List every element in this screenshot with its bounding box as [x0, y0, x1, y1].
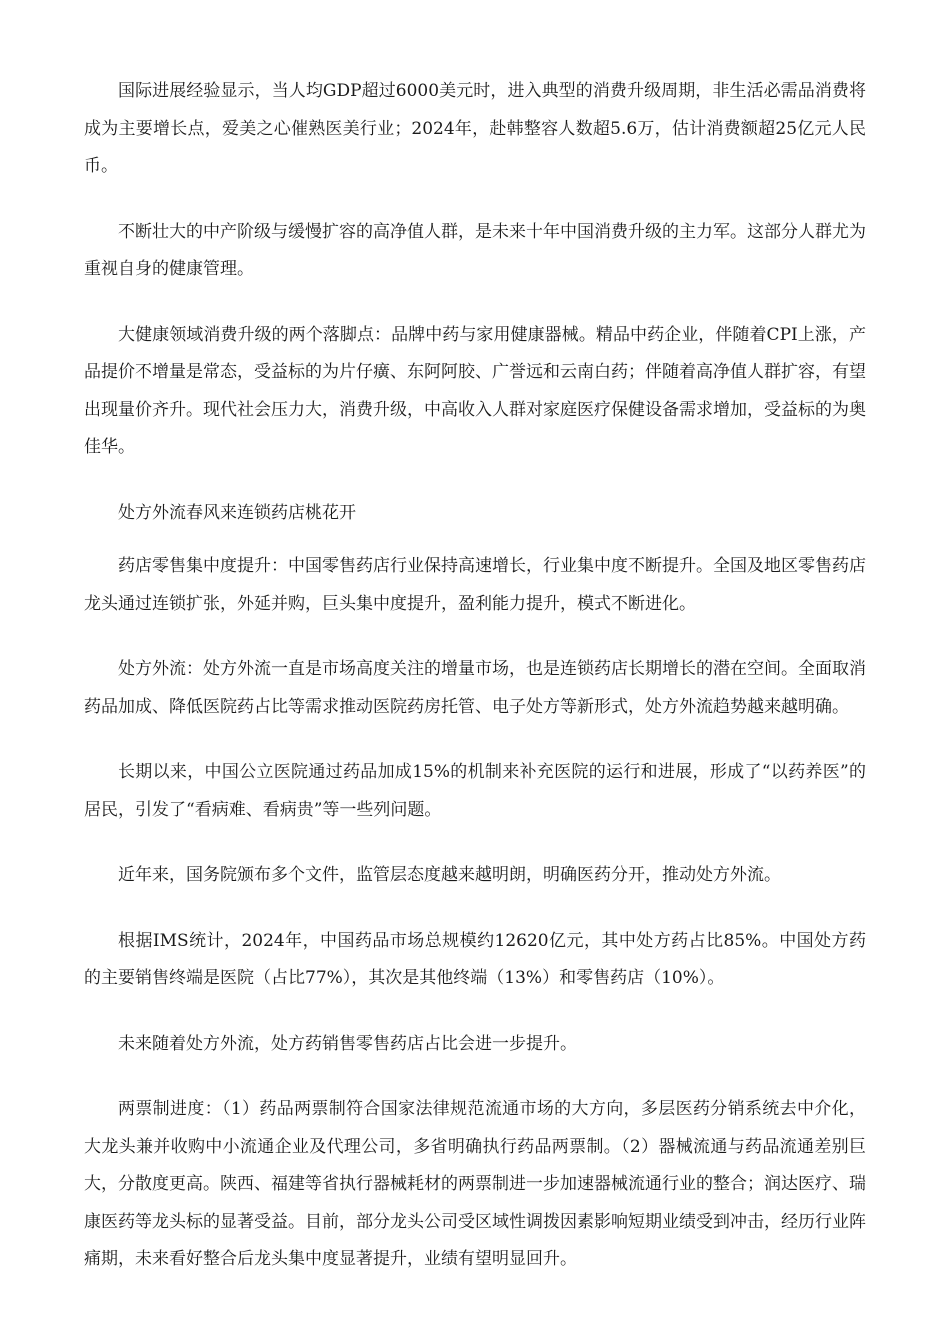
paragraph-drug-markup: 长期以来，中国公立医院通过药品加成15%的机制来补充医院的运行和进展，形成了“以药养医”的居民，引发了“看病难、看病贵”等一些列问题。 [84, 762, 866, 820]
paragraph-consumption-upgrade-cycle: 国际进展经验显示，当人均GDP超过6000美元时，进入典型的消费升级周期，非生活必需品消费将成为主要增长点，爱美之心催熟医美行业；2024年，赴韩整容人数超5.6万，估计消费额超25亿元人民币。 [84, 81, 866, 176]
paragraph-prescription-outflow: 处方外流：处方外流一直是市场高度关注的增量市场，也是连锁药店长期增长的潜在空间。全面取消药品加成、降低医院药占比等需求推动医院药房托管、电子处方等新形式，处方外流趋势越来越明确。 [84, 659, 866, 717]
paragraph-ims-statistics: 根据IMS统计，2024年，中国药品市场总规模约12620亿元，其中处方药占比85%。中国处方药的主要销售终端是医院（占比77%），其次是其他终端（13%）和零售药店（10%）。 [84, 930, 866, 988]
paragraph-pharmacy-concentration: 药店零售集中度提升：中国零售药店行业保持高速增长，行业集中度不断提升。全国及地区零售药店龙头通过连锁扩张，外延并购，巨头集中度提升，盈利能力提升，模式不断进化。 [84, 556, 866, 614]
paragraph-retail-share: 未来随着处方外流，处方药销售零售药店占比会进一步提升。 [118, 1033, 577, 1054]
paragraph-state-council: 近年来，国务院颁布多个文件，监管层态度越来越明朗，明确医药分开，推动处方外流。 [118, 865, 781, 885]
paragraph-two-invoice-system: 两票制进度：（1）药品两票制符合国家法律规范流通市场的大方向，多层医药分销系统去中介化，大龙头兼并收购中小流通企业及代理公司，多省明确执行药品两票制。（2）器械流通与药品流通差别巨大，分散度更高。陕西、福建等省执行器械耗材的两票制进一步加速器械流通行业的整合；润达医疗、瑞康医药等龙头标的显著受益。目前，部分龙头公司受区域性调拨因素影响短期业绩受到冲击，经历行业阵痛期，未来看好整合后龙头集中度显著提升，业绩有望明显回升。 [84, 1099, 866, 1269]
paragraph-middle-class: 不断壮大的中产阶级与缓慢扩容的高净值人群，是未来十年中国消费升级的主力军。这部分人群尤为重视自身的健康管理。 [84, 221, 866, 279]
paragraph-health-consumption: 大健康领域消费升级的两个落脚点：品牌中药与家用健康器械。精品中药企业，伴随着CPI上涨，产品提价不增量是常态，受益标的为片仔癀、东阿阿胶、广誉远和云南白药；伴随着高净值人群扩容，有望出现量价齐升。现代社会压力大，消费升级，中高收入人群对家庭医疗保健设备需求增加，受益标的为奥佳华。 [84, 324, 866, 457]
section-heading-prescription-outflow: 处方外流春风来连锁药店桃花开 [118, 502, 356, 523]
